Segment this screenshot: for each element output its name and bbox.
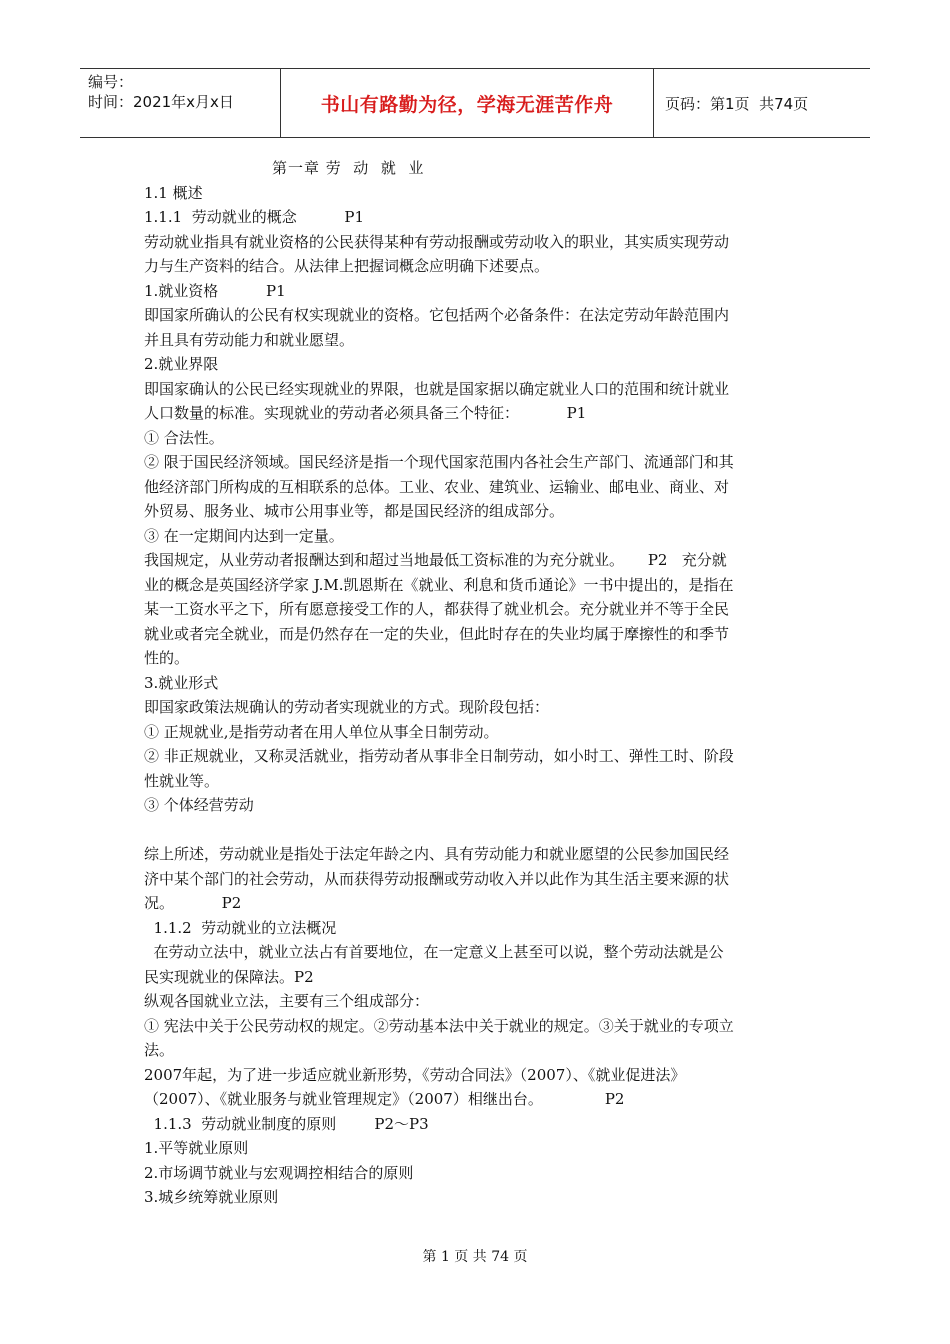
text-line: 力与生产资料的结合。从法律上把握词概念应明确下述要点。 [144,257,550,275]
page-code: 页码：第1页 共74页 [665,94,809,113]
text-line: 1.1.1 劳动就业的概念 P1 [144,208,365,226]
text-line: 人口数量的标准。实现就业的劳动者必须具备三个特征： P1 [144,404,587,422]
text-line: 1.1.3 劳动就业制度的原则 P2～P3 [144,1114,429,1133]
text-line: 2.就业界限 [144,355,219,373]
text-line: 2.市场调节就业与宏观调控相结合的原则 [144,1163,414,1182]
text-line: ② 限于国民经济领域。国民经济是指一个现代国家范围内各社会生产部门、流通部门和其 [144,453,734,471]
header-meta [80,69,280,137]
text-line: 济中某个部门的社会劳动，从而获得劳动报酬或劳动收入并以此作为其生活主要来源的状 [144,869,730,888]
text-line: 综上所述，劳动就业是指处于法定年龄之内、具有劳动能力和就业愿望的公民参加国民经 [144,845,730,863]
text-line: 民实现就业的保障法。P2 [144,967,314,986]
text-line: 并且具有劳动能力和就业愿望。 [144,330,355,349]
document-body [144,156,812,1210]
text-line: 2007年起，为了进一步适应就业新形势，《劳动合同法》（2007）、《就业促进法》 [144,1065,686,1084]
text-line: 法。 [144,1041,175,1059]
text-line: 纵观各国就业立法，主要有三个组成部分： [144,992,430,1010]
body-lines [144,181,812,1210]
text-line: 我国规定，从业劳动者报酬达到和超过当地最低工资标准的为充分就业。 P2 充分就 [144,551,727,569]
text-line: 1.就业资格 P1 [144,281,286,300]
header-page-cell [653,69,870,137]
text-line: 即国家所确认的公民有权实现就业的资格。它包括两个必备条件：在法定劳动年龄范围内 [144,306,730,324]
text-line: 在劳动立法中，就业立法占有首要地位，在一定意义上甚至可以说，整个劳动法就是公 [144,943,724,961]
text-line: 即国家确认的公民已经实现就业的界限，也就是国家据以确定就业人口的范围和统计就业 [144,379,730,398]
text-line: ① 合法性。 [144,428,224,447]
text-line: 1.1 概述 [144,183,203,202]
text-line: ② 非正规就业，又称灵活就业，指劳动者从事非全日制劳动，如小时工、弹性工时、阶段 [144,747,734,765]
document-header [80,68,870,138]
text-line: 况。 P2 [144,894,242,912]
text-line: 3.城乡统筹就业原则 [144,1188,279,1206]
number-label: 编号： [88,73,134,91]
text-line: 他经济部门所构成的互相联系的总体。工业、农业、建筑业、运输业、邮电业、商业、对 [144,477,730,496]
text-line: 劳动就业指具有就业资格的公民获得某种有劳动报酬或劳动收入的职业，其实质实现劳动 [144,232,730,251]
text-line: 就业或者完全就业，而是仍然存在一定的失业，但此时存在的失业均属于摩擦性的和季节 [144,624,730,643]
chapter-title: 第一章 劳 动 就 业 [272,159,425,177]
text-line: 1.平等就业原则 [144,1139,249,1157]
text-line: ① 正规就业,是指劳动者在用人单位从事全日制劳动。 [144,722,499,741]
text-line: 3.就业形式 [144,673,219,692]
blank-line [144,818,812,843]
motto-text: 书山有路勤为径，学海无涯苦作舟 [320,93,614,116]
page-footer: 第 1 页 共 74 页 [422,1249,528,1265]
text-line: 性就业等。 [144,771,220,790]
text-line: ① 宪法中关于公民劳动权的规定。②劳动基本法中关于就业的规定。③关于就业的专项立 [144,1016,734,1035]
text-line: 某一工资水平之下，所有愿意接受工作的人，都获得了就业机会。充分就业并不等于全民 [144,600,730,618]
text-line: 外贸易、服务业、城市公用事业等，都是国民经济的组成部分。 [144,502,565,520]
text-line: ③ 在一定期间内达到一定量。 [144,526,344,545]
time-label: 时间：2021年x月x日 [88,93,234,111]
text-line: （2007）、《就业服务与就业管理规定》（2007）相继出台。 P2 [144,1090,625,1108]
header-motto-cell [280,69,654,137]
text-line: 1.1.2 劳动就业的立法概况 [144,918,337,937]
text-line: 即国家政策法规确认的劳动者实现就业的方式。现阶段包括： [144,698,550,716]
text-line: 业的概念是英国经济学家 J.M.凯恩斯在《就业、利息和货币通论》一书中提出的，是指在 [144,575,734,594]
text-line: 性的。 [144,649,190,667]
text-line: ③ 个体经营劳动 [144,796,254,814]
